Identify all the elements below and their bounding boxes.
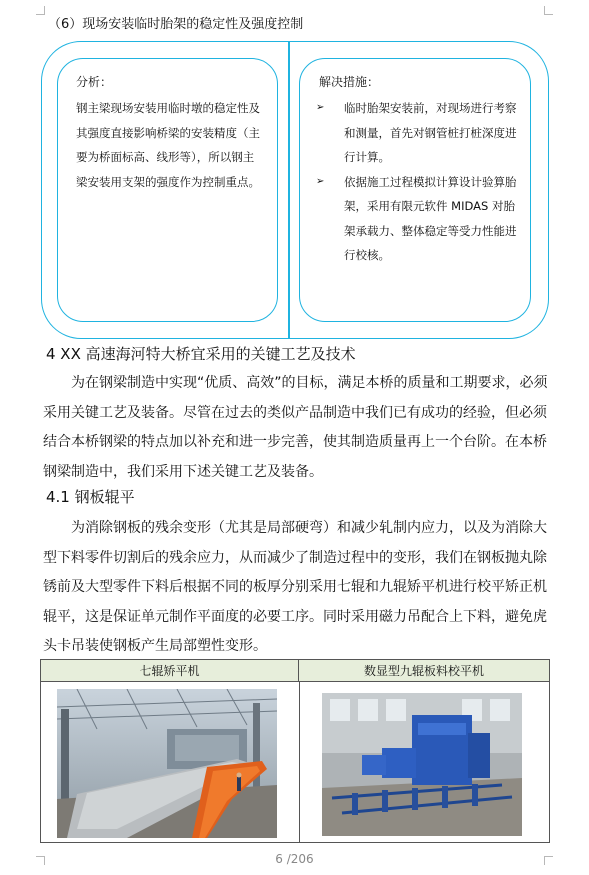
solution-list — [316, 96, 526, 268]
arrow-bullet-icon: ➢ — [316, 102, 325, 113]
paragraph-1: 为在钢梁制造中实现“优质、高效”的目标，满足本桥的质量和工期要求，必须采用关键工艺及装备。尽管在过去的类似产品制造中我们已有成功的经验，但必须结合本桥钢梁的特点加以补充和进一步完善，使其制造质量再上一个台阶。在本桥钢梁制造中，我们采用下述关键工艺及装备。 — [43, 375, 548, 480]
crop-mark-top-right — [544, 6, 553, 15]
solution-item — [316, 170, 526, 268]
arrow-bullet-icon: ➢ — [316, 175, 325, 187]
seven-roll-leveler-photo — [57, 689, 277, 838]
page-number: 6 /206 — [275, 852, 314, 866]
heading-4-1: 4.1 钢板辊平 — [46, 488, 135, 506]
solution-item-text: 临时胎架安装前，对现场进行考察和测量，首先对钢管桩打桩深度进行计算。 — [344, 101, 517, 164]
section-6-title: （6）现场安装临时胎架的稳定性及强度控制 — [48, 17, 304, 32]
solution-item-text: 依据施工过程模拟计算设计验算胎架，采用有限元软件 MIDAS 对胎架承载力、整体稳定等受力性能进行校核。 — [344, 174, 517, 262]
table-column-divider — [299, 682, 300, 842]
table-header-nine-roll: 数显型九辊板料校平机 — [299, 660, 549, 682]
paragraph-2: 为消除钢板的残余变形（尤其是局部硬弯）和减少轧制内应力，以及为消除大型下料零件切割后的残余应力，从而减少了制造过程中的变形，我们在钢板抛丸除锈前及大型零件下料后根据不同的板厚分别采用七辊和九辊矫平机进行校平矫正机辊平，这是保证单元制作平面度的必要工序。同时采用磁力吊配合上下料，避免虎头卡吊装使钢板产生局部塑性变形。 — [43, 520, 547, 654]
analysis-title: 分析： — [76, 75, 113, 89]
heading-4: 4 XX 高速海河特大桥宜采用的关键工艺及技术 — [46, 345, 356, 363]
frame-divider — [288, 41, 290, 339]
table-header-seven-roll: 七辊矫平机 — [41, 660, 299, 682]
analysis-text: 钢主梁现场安装用临时墩的稳定性及其强度直接影响桥梁的安装精度（主要为桥面标高、线形等），所以钢主梁安装用支架的强度作为控制重点。 — [76, 101, 260, 189]
solution-item — [316, 96, 526, 170]
nine-roll-leveler-photo — [322, 693, 522, 836]
solution-title: 解决措施： — [319, 75, 380, 89]
crop-mark-top-left — [36, 6, 45, 15]
